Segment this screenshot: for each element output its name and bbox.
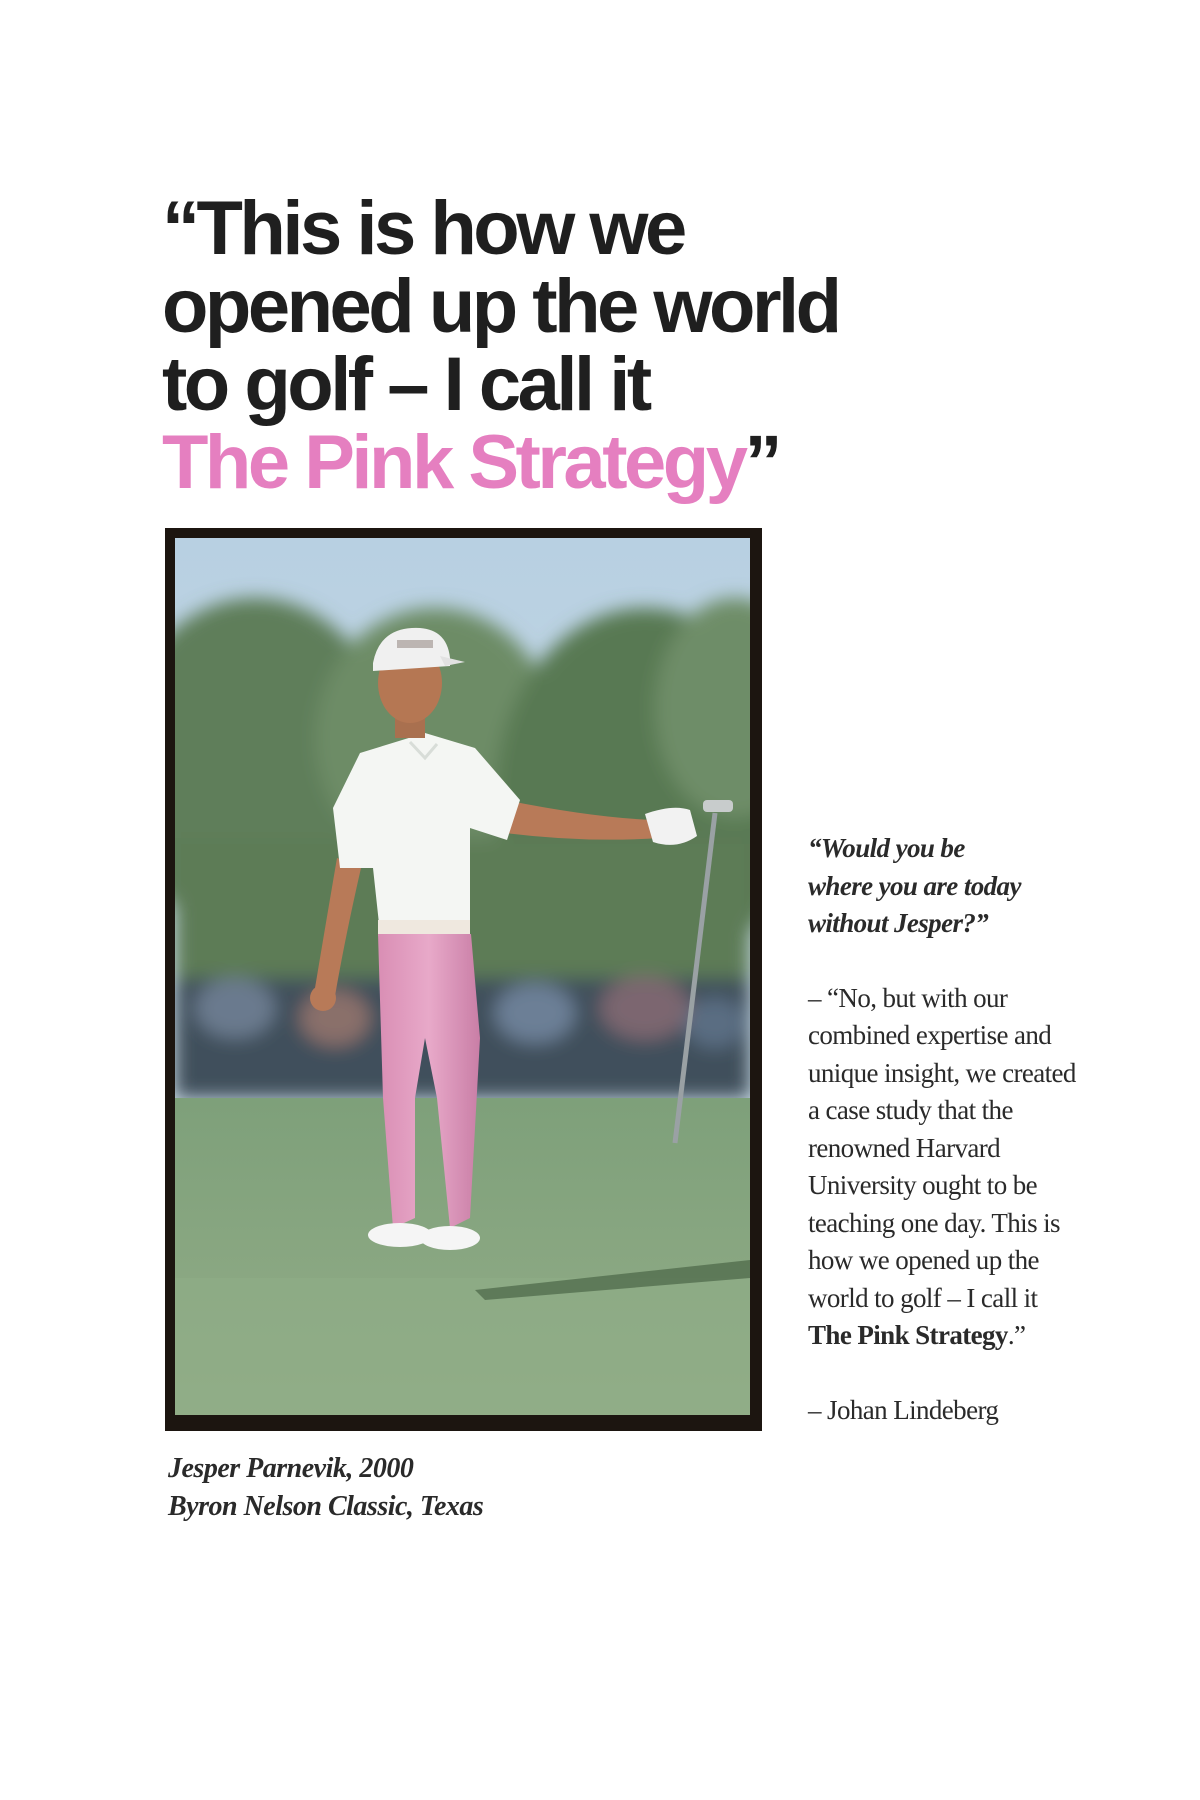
sidebar-answer [808,980,1138,1355]
headline-closing-quote: ” [744,420,779,505]
answer-end: .” [1007,1320,1026,1350]
answer-line-8: how we opened up the [808,1245,1039,1275]
caption-line-1: Jesper Parnevik, 2000 [168,1453,414,1484]
headline-line-3: to golf – I call it [162,342,649,427]
answer-line-1: – “No, but with our [808,982,1008,1013]
answer-line-9: world to golf – I call it [808,1282,1038,1313]
answer-bold-text: The Pink Strategy [808,1320,1008,1350]
answer-line-5: renowned Harvard [808,1132,1001,1163]
sidebar-question [808,830,1138,943]
answer-line-6: University ought to be [808,1170,1038,1200]
photo-caption [168,1450,483,1526]
headline-pink-text: The Pink Strategy [162,420,745,505]
question-line-2: where you are today [808,870,1021,901]
answer-line-7: teaching one day. This is [808,1207,1060,1238]
golfer-photo [175,538,750,1415]
question-line-1: “Would you be [808,833,965,863]
answer-line-2: combined expertise and [808,1020,1052,1050]
answer-line-4: a case study that the [808,1095,1013,1125]
caption-line-2: Byron Nelson Classic, Texas [168,1491,484,1522]
question-line-3: without Jesper?” [808,908,989,938]
headline-line-1: “This is how we [162,186,684,271]
photo-frame [165,528,762,1431]
headline-line-4 [162,420,1062,505]
headline-line-2: opened up the world [162,264,839,349]
answer-line-10 [808,1317,1138,1355]
sidebar-quote [808,830,1138,1429]
headline [162,186,1062,505]
answer-line-3: unique insight, we created [808,1057,1076,1088]
sidebar-signature: – Johan Lindeberg [808,1394,999,1425]
